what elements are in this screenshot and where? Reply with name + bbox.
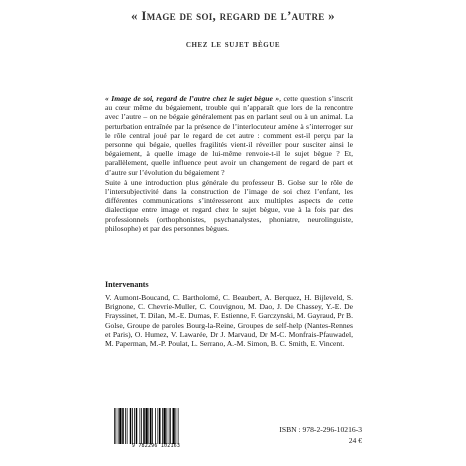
contributors-heading: Intervenants bbox=[105, 280, 149, 289]
isbn: ISBN : 978-2-296-10216-3 bbox=[279, 425, 362, 434]
book-subtitle: chez le sujet bègue bbox=[185, 39, 281, 50]
blurb-paragraph-1 bbox=[105, 94, 353, 177]
blurb-paragraph-2: Suite à une introduction plus générale du professeur B. Golse sur le rôle de l’intersubjectivité dans la construction de l’image de soi chez l’enfant, les différentes communications s’intéresseront aux multiples aspects de cette dialectique entre image et regard chez le sujet bègue, vue à la fois par des professionnels (orthophonistes, psychanalystes, phoniatre, neurolinguiste, philosophe) et par des personnes bègues. bbox=[105, 177, 353, 233]
price: 24 € bbox=[348, 436, 362, 445]
barcode-digits: 9 782296 102163 bbox=[131, 443, 181, 449]
book-title: « Image de soi, regard de l’autre » bbox=[131, 8, 335, 23]
contributors-list: V. Aumont-Boucand, C. Bartholomé, C. Beaubert, A. Berquez, H. Bijleveld, S. Brignone, C. Chevrie-Muller, C. Couvignou, M. Dao, J. De Chassey, Y.-E. De Frayssinet, T. Dilan, M.-E. Dumas, F. Estienne, F. Garczynski, M. Gayraud, Pr B. Golse, Groupe de paroles Bourg-la-Reine, Groupes de self-help (Nantes-Rennes et Paris), O. Humez, V. Lawarée, Dr J. Marvaud, Dr M-C. Monfrais-Pfauwadel, M. Paperman, M.-P. Poulat, L. Serrano, A.-M. Simon, B. C. Smith, E. Vincent. bbox=[105, 293, 353, 349]
blurb bbox=[105, 94, 353, 233]
blurb-quote: « Image de soi, regard de l’autre chez le sujet bègue » bbox=[105, 94, 280, 103]
barcode-icon bbox=[113, 408, 199, 444]
blurb-text-1: , cette question s’inscrit au cœur même du bégaiement, trouble qui n’apparaît que lors de la rencontre avec l’autre – on ne bégaie généralement pas en parlant seul ou à un animal. La perturbation entraînée par la présence de l’interlocuteur amène à s’interroger sur le rôle central joué par le regard de cet autre : comment est-il perçu par la personne qui bégaie, quelles fragilités vient-il réveiller pour susciter ainsi le bégaiement, à quelle image de lui-même renvoie-t-il le sujet bègue ? Et, parallèlement, quelle influence peut avoir un changement de regard de part et d’autre sur l’évolution du bégaiement ? bbox=[105, 94, 354, 177]
